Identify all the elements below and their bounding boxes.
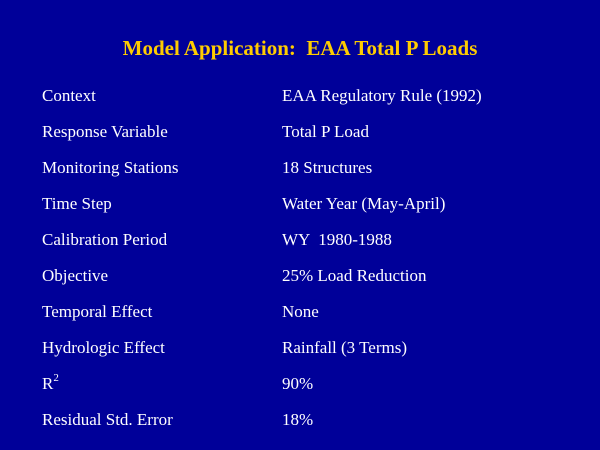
table-row <box>0 260 600 296</box>
row-label: Temporal Effect <box>42 302 153 321</box>
table-row <box>0 296 600 332</box>
superscript: 2 <box>53 372 59 384</box>
row-label: Response Variable <box>42 122 168 141</box>
table-row <box>0 188 600 224</box>
row-value: Total P Load <box>282 122 369 141</box>
table-row <box>0 116 600 152</box>
table-row <box>0 404 600 440</box>
table-row <box>0 368 600 404</box>
table-row <box>0 332 600 368</box>
row-value: Water Year (May-April) <box>282 194 446 213</box>
row-value: 18 Structures <box>282 158 373 177</box>
row-value: 18% <box>282 410 314 429</box>
table-row <box>0 80 600 116</box>
row-label: $R^2$ <box>42 372 59 393</box>
table-row <box>0 224 600 260</box>
row-label: Objective <box>42 266 109 285</box>
row-value: None <box>282 302 319 321</box>
row-label: Context <box>42 86 96 105</box>
row-label: Calibration Period <box>42 230 168 249</box>
row-label: Monitoring Stations <box>42 158 179 177</box>
table-row <box>0 152 600 188</box>
row-value: Rainfall (3 Terms) <box>282 338 408 357</box>
slide-title: Model Application: EAA Total P Loads <box>122 36 478 60</box>
row-value: EAA Regulatory Rule (1992) <box>282 86 482 105</box>
parameter-table <box>0 80 600 440</box>
row-value: WY 1980-1988 <box>282 230 392 249</box>
row-value: 25% Load Reduction <box>282 266 427 285</box>
row-label: Hydrologic Effect <box>42 338 165 357</box>
row-value: 90% <box>282 374 314 393</box>
row-label: Time Step <box>42 194 112 213</box>
row-label: Residual Std. Error <box>42 410 173 429</box>
